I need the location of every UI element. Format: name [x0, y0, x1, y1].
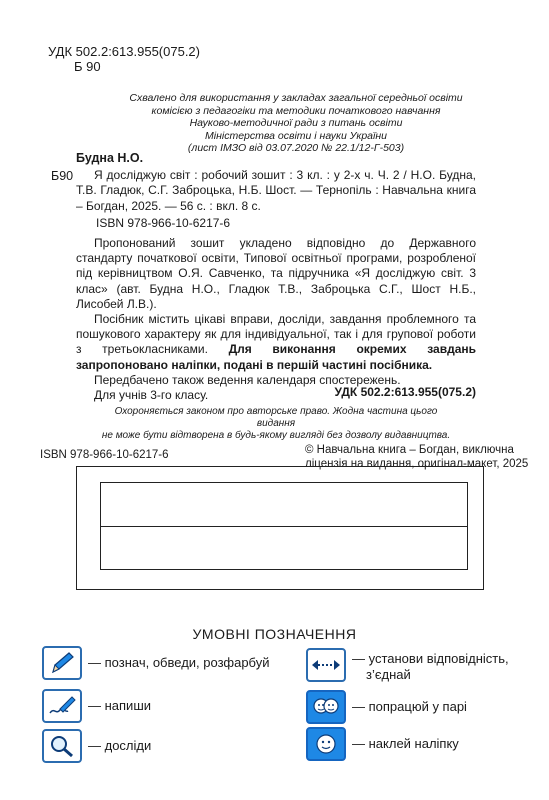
legend-label: — наклей наліпку — [352, 736, 459, 751]
abstract-bold-text: Для виконання окремих завдань запропоновано наліпки, подані в першій частині посібника. — [76, 342, 476, 372]
approval-line: Міністерства освіти і науки України — [205, 129, 387, 142]
approval-line: комісією з педагогіки та методики початкового навчання — [151, 104, 441, 117]
abstract — [76, 236, 476, 403]
abstract-paragraph: Для учнів 3-го класу. — [94, 388, 209, 403]
double-arrow-icon — [306, 648, 346, 682]
udk-footer: УДК 502.2:613.955(075.2) — [334, 385, 476, 399]
bibliographic-description — [76, 168, 476, 214]
legend-label — [352, 651, 509, 683]
abstract-text: Посібник містить цікаві вправи, досліди, завдання проблемного та пошукового характеру як для індивідуальної, так і для групової роботи з третьокласниками. — [76, 312, 476, 357]
approval-line: (лист ІМЗО від 03.07.2020 № 22.1/12-Г-503) — [187, 142, 405, 155]
copyright-line: ліцензія на видання, оригінал-макет, 2025 — [305, 458, 529, 470]
copyright-protection-note — [96, 406, 456, 442]
legend-item-write — [42, 689, 151, 723]
sticker-face-icon — [306, 727, 346, 761]
legend-label: — познач, обведи, розфарбуй — [88, 655, 270, 670]
protection-line: Охороняється законом про авторське право. Жодна частина цього видання — [114, 406, 438, 429]
legend-item-sticker — [306, 727, 459, 761]
author-heading: Будна Н.О. — [76, 151, 144, 165]
pencil-icon — [42, 646, 82, 680]
isbn-line: ISBN 978-966-10-6217-6 — [96, 216, 231, 230]
description-text: Я досліджую світ : робочий зошит : 3 кл. : у 2-х ч. Ч. 2 / Н.О. Будна, Т.В. Гладюк, С.Г. Заброцька, Н.Б. Шост. — Тернопіль : Навчальна книга – Богдан, 2025. — 56 с. : вкл. 8 с. — [76, 168, 476, 213]
legend-item-mark — [42, 646, 269, 680]
abstract-paragraph: Передбачено також ведення календаря спостережень. — [94, 372, 401, 387]
bbk-code: Б 90 — [74, 59, 101, 74]
legend-label-line: з’єднай — [366, 667, 411, 682]
protection-line: не може бути відтворена в будь-якому вигляді без дозволу видавництва. — [101, 430, 451, 441]
approval-line: Науково-методичної ради з питань освіти — [189, 117, 403, 130]
name-box-divider — [100, 526, 468, 527]
library-code: Б90 — [51, 169, 74, 183]
legend-title: УМОВНІ ПОЗНАЧЕННЯ — [192, 626, 357, 642]
udk-header — [48, 44, 200, 74]
pen-writing-icon — [42, 689, 82, 723]
magnifier-icon — [42, 729, 82, 763]
legend-label: — попрацюй у парі — [352, 699, 467, 714]
isbn-bottom: ISBN 978-966-10-6217-6 — [40, 449, 169, 461]
abstract-paragraph — [76, 312, 476, 373]
legend-label-line: — установи відповідність, — [352, 651, 509, 666]
udk-code: УДК 502.2:613.955(075.2) — [48, 44, 200, 59]
approval-note — [106, 92, 486, 155]
abstract-paragraph: Пропонований зошит укладено відповідно до Державного стандарту початкової освіти, Типової освітньої програми, розробленої під керівництвом О.Я. Савченко, та підручника «Я досліджую світ. 3 клас» (авт. Будна Н.О., Гладюк Т.В., Заброцька С.Г., Шост Н.Б., Лисобей Л.В.). — [76, 236, 476, 311]
legend-label: — досліди — [88, 738, 152, 753]
copyright-line: © Навчальна книга – Богдан, виключна — [305, 444, 514, 456]
legend-label: — напиши — [88, 698, 152, 713]
legend-item-match — [306, 648, 509, 683]
legend-item-pair — [306, 690, 467, 724]
legend-item-explore — [42, 729, 151, 763]
approval-line: Схвалено для використання у закладах загальної середньої освіти — [129, 92, 463, 104]
pair-icon — [306, 690, 346, 724]
